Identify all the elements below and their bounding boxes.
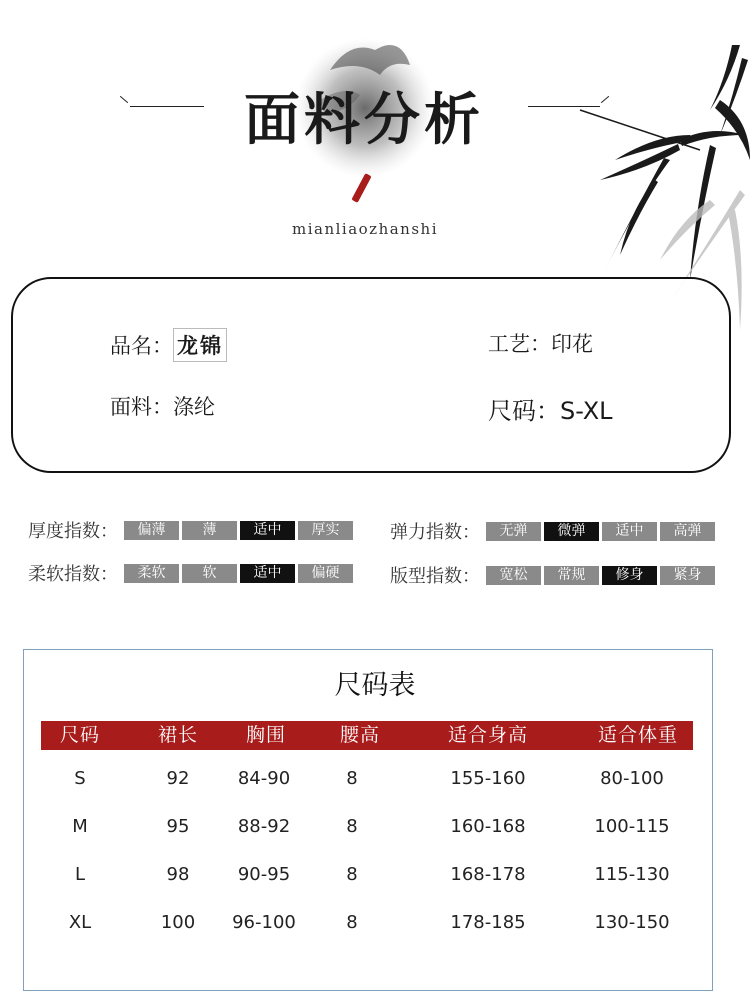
table-cell: 168-178	[450, 864, 526, 885]
elasticity-index-row	[390, 520, 718, 542]
softness-option-selected: 适中	[240, 564, 295, 583]
softness-index-row	[28, 562, 356, 584]
column-header-size: 尺码	[59, 724, 100, 746]
fabric-info-panel	[11, 277, 731, 473]
fit-index-row	[390, 564, 718, 586]
craft-value: 印花	[551, 332, 593, 356]
page-title: 面料分析	[244, 88, 484, 153]
column-header-waist: 腰高	[339, 724, 380, 746]
thickness-option: 偏薄	[124, 521, 179, 540]
table-cell: 178-185	[450, 912, 526, 933]
softness-option: 软	[182, 564, 237, 583]
table-cell: 8	[346, 816, 358, 837]
table-cell: 84-90	[237, 768, 291, 789]
fit-option: 常规	[544, 566, 599, 585]
column-header-bust: 胸围	[245, 724, 286, 746]
product-name-label: 品名：	[110, 334, 173, 358]
header-line-left	[130, 106, 204, 107]
table-cell: M	[72, 816, 88, 837]
table-cell: 88-92	[237, 816, 291, 837]
column-header-height: 适合身高	[447, 724, 528, 746]
fit-option: 紧身	[660, 566, 715, 585]
column-header-weight: 适合体重	[597, 724, 678, 746]
softness-index-label: 柔软指数：	[28, 564, 118, 585]
softness-option: 柔软	[124, 564, 179, 583]
table-cell: 90-95	[237, 864, 291, 885]
table-cell: L	[74, 864, 86, 885]
thickness-option-selected: 适中	[240, 521, 295, 540]
fabric-label: 面料：	[110, 395, 173, 419]
table-cell: 8	[346, 768, 358, 789]
size-range-value: S-XL	[560, 397, 613, 425]
elasticity-option: 适中	[602, 522, 657, 541]
column-header-length: 裙长	[157, 724, 198, 746]
size-range-row	[488, 391, 613, 426]
table-cell: 92	[166, 768, 190, 789]
table-cell: 8	[346, 912, 358, 933]
craft-label: 工艺：	[488, 332, 551, 356]
table-cell: 100	[160, 912, 196, 933]
thickness-option: 薄	[182, 521, 237, 540]
softness-option: 偏硬	[298, 564, 353, 583]
table-cell: S	[74, 768, 86, 789]
elasticity-index-label: 弹力指数：	[390, 522, 480, 543]
elasticity-option: 无弹	[486, 522, 541, 541]
size-table-title: 尺码表	[334, 670, 416, 701]
table-cell: 98	[166, 864, 190, 885]
fabric-value: 涤纶	[173, 395, 215, 419]
table-cell: 96-100	[232, 912, 296, 933]
size-range-label: 尺码：	[488, 397, 560, 425]
table-cell: 95	[166, 816, 190, 837]
product-name-row	[110, 328, 227, 362]
table-cell: 155-160	[450, 768, 526, 789]
fabric-row	[110, 391, 215, 421]
fit-index-label: 版型指数：	[390, 566, 480, 587]
table-cell: 100-115	[594, 816, 670, 837]
header-line-tick-left	[120, 96, 128, 103]
elasticity-option: 高弹	[660, 522, 715, 541]
fit-option-selected: 修身	[602, 566, 657, 585]
table-cell: 130-150	[594, 912, 670, 933]
table-cell: XL	[68, 912, 92, 933]
thickness-option: 厚实	[298, 521, 353, 540]
fit-option: 宽松	[486, 566, 541, 585]
thickness-index-label: 厚度指数：	[28, 521, 118, 542]
table-cell: 115-130	[594, 864, 670, 885]
table-cell: 8	[346, 864, 358, 885]
elasticity-option-selected: 微弹	[544, 522, 599, 541]
product-name-value: 龙锦	[173, 328, 227, 362]
craft-row	[488, 328, 593, 358]
table-cell: 160-168	[450, 816, 526, 837]
page-subtitle: mianliaozhanshi	[291, 220, 438, 238]
thickness-index-row	[28, 519, 356, 541]
table-cell: 80-100	[600, 768, 664, 789]
